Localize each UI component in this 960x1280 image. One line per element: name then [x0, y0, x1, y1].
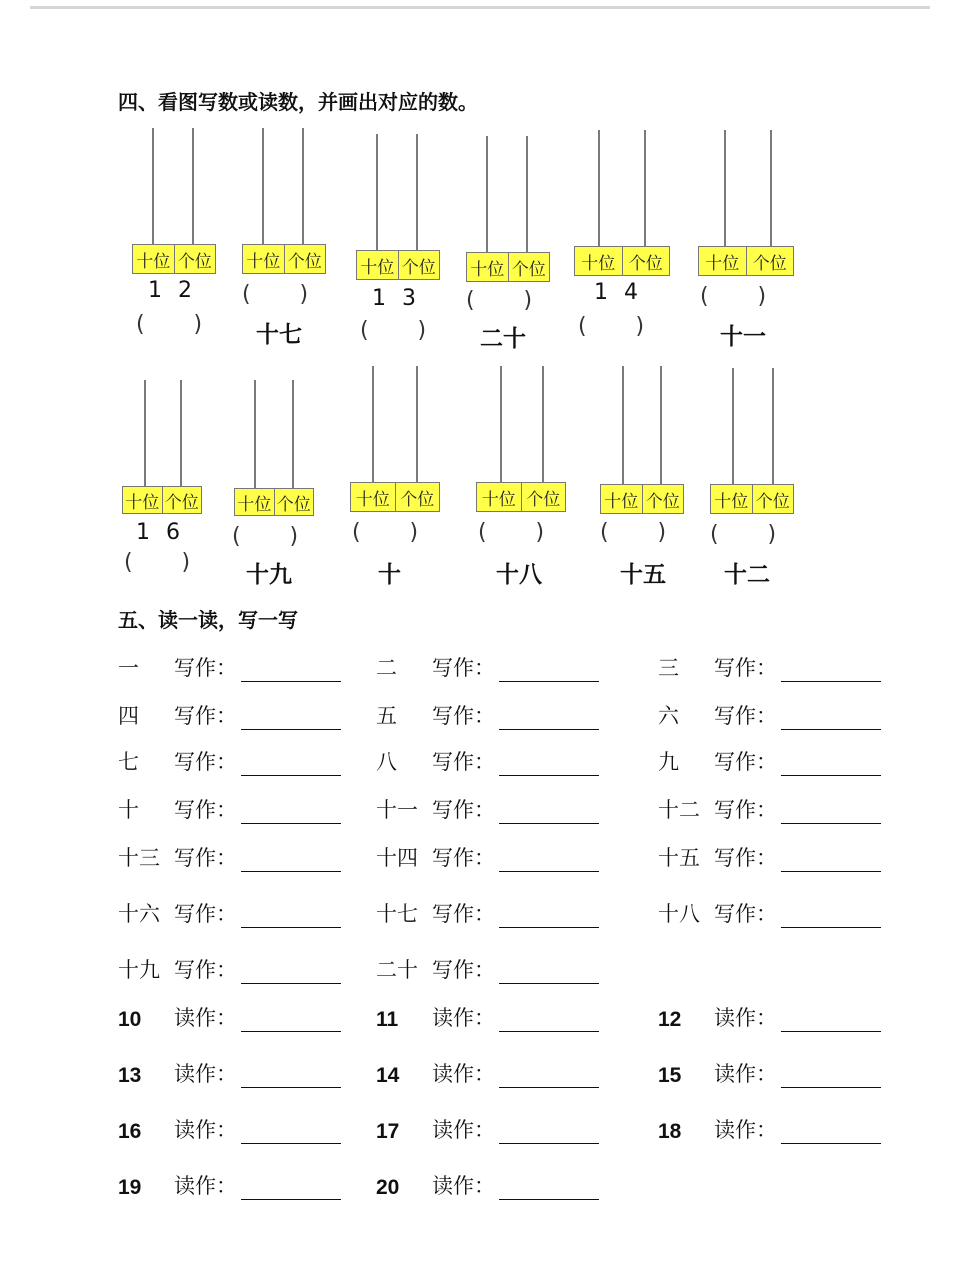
read-row-1: [118, 998, 918, 1032]
ones-rod: [180, 380, 182, 486]
answer-blank[interactable]: [241, 1175, 341, 1200]
place-value-box: [234, 488, 314, 516]
number-word: 十八: [496, 562, 542, 588]
answer-blank[interactable]: [499, 903, 599, 928]
ones-label: 个位: [174, 245, 216, 273]
exercise-item: [376, 790, 599, 824]
exercise-item: [658, 998, 881, 1032]
answer-paren[interactable]: ( ): [232, 524, 299, 549]
ones-rod: [770, 130, 772, 248]
tens-rod: [262, 128, 264, 246]
tens-rod: [372, 366, 374, 482]
exercise-item: [118, 742, 341, 776]
chinese-number-label: 二: [376, 656, 397, 680]
exercise-item: [376, 1166, 599, 1200]
place-value-box: [574, 246, 670, 276]
answer-paren[interactable]: ( ): [360, 318, 427, 343]
chinese-number-label: 十六: [118, 902, 160, 926]
section-4-title: 四、看图写数或读数，并画出对应的数。: [118, 90, 478, 114]
number-word: 十: [378, 562, 401, 588]
answer-blank[interactable]: [781, 657, 881, 682]
write-as-label: 写作：: [174, 958, 237, 982]
numeral-label: 15: [658, 1064, 682, 1087]
write-as-label: 写作：: [432, 798, 495, 822]
answer-blank[interactable]: [781, 799, 881, 824]
chinese-number-label: 十八: [658, 902, 700, 926]
tens-label: 十位: [136, 251, 171, 272]
read-as-label: 读作：: [432, 1118, 495, 1142]
answer-blank[interactable]: [499, 705, 599, 730]
answer-blank[interactable]: [241, 1063, 341, 1088]
exercise-item: [376, 696, 599, 730]
read-as-label: 读作：: [174, 1062, 237, 1086]
chinese-number-label: 一: [118, 656, 139, 680]
chinese-number-label: 十二: [658, 798, 700, 822]
write-row-4: [118, 790, 918, 824]
ones-rod: [416, 366, 418, 482]
answer-blank[interactable]: [781, 847, 881, 872]
chinese-number-label: 二十: [376, 958, 418, 982]
write-as-label: 写作：: [432, 958, 495, 982]
numeral-label: 14: [376, 1064, 400, 1087]
chinese-number-label: 十三: [118, 846, 160, 870]
answer-blank[interactable]: [241, 847, 341, 872]
answer-blank[interactable]: [781, 903, 881, 928]
answer-blank[interactable]: [241, 959, 341, 984]
ones-rod: [772, 368, 774, 484]
ones-label: 个位: [521, 483, 566, 511]
answer-blank[interactable]: [499, 1175, 599, 1200]
answer-paren[interactable]: ( ): [242, 282, 309, 307]
write-as-label: 写作：: [174, 656, 237, 680]
exercise-item: [376, 838, 599, 872]
ones-label: 个位: [642, 485, 684, 513]
answer-blank[interactable]: [499, 1119, 599, 1144]
place-value-box: [698, 246, 794, 276]
write-as-label: 写作：: [714, 704, 777, 728]
place-value-box: [476, 482, 566, 512]
exercise-item: [376, 950, 599, 984]
ones-label: 个位: [746, 247, 794, 275]
exercise-item: [118, 950, 341, 984]
number-digits: 13: [372, 286, 432, 311]
exercise-item: [118, 1054, 341, 1088]
ones-rod: [660, 366, 662, 484]
exercise-item: [658, 742, 881, 776]
answer-blank[interactable]: [499, 1007, 599, 1032]
read-row-3: [118, 1110, 918, 1144]
read-as-label: 读作：: [714, 1006, 777, 1030]
number-digits: 16: [136, 520, 196, 545]
number-word: 十五: [620, 562, 666, 588]
ones-rod: [526, 136, 528, 254]
exercise-item: [118, 998, 341, 1032]
chinese-number-label: 八: [376, 750, 397, 774]
read-row-4: [118, 1166, 918, 1200]
chinese-number-label: 十: [118, 798, 139, 822]
exercise-item: [118, 1110, 341, 1144]
tens-rod: [732, 368, 734, 484]
answer-paren[interactable]: ( ): [578, 314, 645, 339]
tens-label: 十位: [125, 492, 160, 513]
numeral-label: 17: [376, 1120, 400, 1143]
exercise-item: [658, 1110, 881, 1144]
exercise-item: [376, 648, 599, 682]
tens-rod: [152, 128, 154, 246]
ones-rod: [292, 380, 294, 488]
read-as-label: 读作：: [174, 1006, 237, 1030]
answer-paren[interactable]: ( ): [352, 520, 419, 545]
tens-label: 十位: [705, 253, 740, 274]
number-word: 十一: [720, 324, 766, 350]
number-digits: 14: [594, 280, 654, 305]
ones-label: 个位: [274, 489, 314, 515]
numeral-label: 10: [118, 1008, 142, 1031]
chinese-number-label: 五: [376, 704, 397, 728]
tens-label: 十位: [237, 494, 272, 515]
answer-paren[interactable]: ( ): [466, 288, 533, 313]
tens-label: 十位: [481, 489, 516, 510]
write-row-1: [118, 648, 918, 682]
top-divider: [30, 6, 930, 9]
answer-paren[interactable]: ( ): [478, 520, 545, 545]
exercise-item: [118, 894, 341, 928]
exercise-item: [376, 1110, 599, 1144]
tens-rod: [254, 380, 256, 488]
answer-paren[interactable]: ( ): [600, 520, 667, 545]
answer-paren[interactable]: ( ): [136, 312, 203, 337]
read-as-label: 读作：: [174, 1174, 237, 1198]
write-as-label: 写作：: [432, 656, 495, 680]
tens-rod: [376, 134, 378, 252]
read-row-2: [118, 1054, 918, 1088]
answer-blank[interactable]: [781, 1063, 881, 1088]
numeral-label: 12: [658, 1008, 682, 1031]
answer-blank[interactable]: [241, 657, 341, 682]
exercise-item: [376, 894, 599, 928]
answer-blank[interactable]: [241, 705, 341, 730]
exercise-item: [376, 742, 599, 776]
answer-blank[interactable]: [241, 751, 341, 776]
chinese-number-label: 三: [658, 656, 679, 680]
answer-blank[interactable]: [499, 1063, 599, 1088]
answer-blank[interactable]: [499, 751, 599, 776]
write-as-label: 写作：: [714, 750, 777, 774]
place-value-box: [350, 482, 440, 512]
write-row-6: [118, 894, 918, 928]
place-value-box: [132, 244, 216, 274]
exercise-item: [118, 838, 341, 872]
place-value-box: [466, 252, 550, 282]
tens-rod: [622, 366, 624, 484]
tens-label: 十位: [360, 257, 395, 278]
answer-blank[interactable]: [781, 1007, 881, 1032]
section-5-title: 五、读一读，写一写: [118, 608, 298, 632]
read-as-label: 读作：: [714, 1062, 777, 1086]
chinese-number-label: 四: [118, 704, 139, 728]
exercise-item: [118, 696, 341, 730]
write-as-label: 写作：: [714, 656, 777, 680]
number-digits: 12: [148, 278, 208, 303]
place-value-box: [242, 244, 326, 274]
exercise-item: [658, 1054, 881, 1088]
ones-label: 个位: [284, 245, 326, 273]
answer-blank[interactable]: [781, 705, 881, 730]
answer-blank[interactable]: [781, 1119, 881, 1144]
answer-paren[interactable]: ( ): [700, 284, 767, 309]
write-as-label: 写作：: [174, 704, 237, 728]
numeral-label: 19: [118, 1176, 142, 1199]
answer-blank[interactable]: [499, 959, 599, 984]
write-as-label: 写作：: [174, 750, 237, 774]
read-as-label: 读作：: [432, 1062, 495, 1086]
write-as-label: 写作：: [174, 846, 237, 870]
tens-label: 十位: [581, 253, 616, 274]
exercise-item: [658, 894, 881, 928]
ones-label: 个位: [622, 247, 670, 275]
tens-rod: [724, 130, 726, 248]
read-as-label: 读作：: [714, 1118, 777, 1142]
write-row-5: [118, 838, 918, 872]
place-value-box: [356, 250, 440, 280]
exercise-item: [658, 838, 881, 872]
write-as-label: 写作：: [714, 902, 777, 926]
chinese-number-label: 九: [658, 750, 679, 774]
answer-paren[interactable]: ( ): [124, 550, 191, 575]
numeral-label: 11: [376, 1008, 399, 1031]
write-as-label: 写作：: [432, 704, 495, 728]
ones-label: 个位: [508, 253, 550, 281]
answer-blank[interactable]: [241, 1119, 341, 1144]
tens-label: 十位: [604, 491, 639, 512]
write-row-3: [118, 742, 918, 776]
ones-label: 个位: [398, 251, 440, 279]
exercise-item: [118, 1166, 341, 1200]
place-value-box: [600, 484, 684, 514]
ones-rod: [542, 366, 544, 482]
write-as-label: 写作：: [432, 750, 495, 774]
exercise-item: [376, 1054, 599, 1088]
write-row-7: [118, 950, 918, 984]
answer-blank[interactable]: [241, 1007, 341, 1032]
ones-rod: [192, 128, 194, 246]
chinese-number-label: 十五: [658, 846, 700, 870]
tens-rod: [144, 380, 146, 486]
tens-label: 十位: [355, 489, 390, 510]
tens-rod: [598, 130, 600, 248]
number-word: 二十: [480, 326, 526, 352]
ones-rod: [416, 134, 418, 252]
number-word: 十九: [246, 562, 292, 588]
write-as-label: 写作：: [714, 846, 777, 870]
exercise-item: [376, 998, 599, 1032]
answer-blank[interactable]: [241, 903, 341, 928]
tens-label: 十位: [246, 251, 281, 272]
read-as-label: 读作：: [432, 1174, 495, 1198]
answer-blank[interactable]: [499, 657, 599, 682]
chinese-number-label: 六: [658, 704, 679, 728]
write-as-label: 写作：: [714, 798, 777, 822]
ones-label: 个位: [162, 487, 202, 513]
tens-rod: [500, 366, 502, 482]
write-as-label: 写作：: [432, 902, 495, 926]
read-as-label: 读作：: [432, 1006, 495, 1030]
answer-paren[interactable]: ( ): [710, 522, 777, 547]
write-as-label: 写作：: [432, 846, 495, 870]
number-word: 十二: [724, 562, 770, 588]
chinese-number-label: 十四: [376, 846, 418, 870]
write-as-label: 写作：: [174, 902, 237, 926]
numeral-label: 20: [376, 1176, 400, 1199]
numeral-label: 13: [118, 1064, 142, 1087]
tens-label: 十位: [714, 491, 749, 512]
exercise-item: [658, 648, 881, 682]
number-word: 十七: [256, 322, 302, 348]
read-as-label: 读作：: [174, 1118, 237, 1142]
answer-blank[interactable]: [499, 799, 599, 824]
answer-blank[interactable]: [241, 799, 341, 824]
numeral-label: 16: [118, 1120, 142, 1143]
tens-label: 十位: [470, 259, 505, 280]
place-value-box: [122, 486, 202, 514]
ones-label: 个位: [752, 485, 794, 513]
answer-blank[interactable]: [781, 751, 881, 776]
exercise-item: [658, 696, 881, 730]
chinese-number-label: 十九: [118, 958, 160, 982]
exercise-item: [118, 648, 341, 682]
write-row-2: [118, 696, 918, 730]
ones-rod: [302, 128, 304, 246]
chinese-number-label: 十七: [376, 902, 418, 926]
numeral-label: 18: [658, 1120, 682, 1143]
ones-rod: [644, 130, 646, 248]
exercise-item: [658, 790, 881, 824]
exercise-item: [118, 790, 341, 824]
write-as-label: 写作：: [174, 798, 237, 822]
ones-label: 个位: [395, 483, 440, 511]
tens-rod: [486, 136, 488, 254]
chinese-number-label: 七: [118, 750, 139, 774]
place-value-box: [710, 484, 794, 514]
answer-blank[interactable]: [499, 847, 599, 872]
chinese-number-label: 十一: [376, 798, 418, 822]
